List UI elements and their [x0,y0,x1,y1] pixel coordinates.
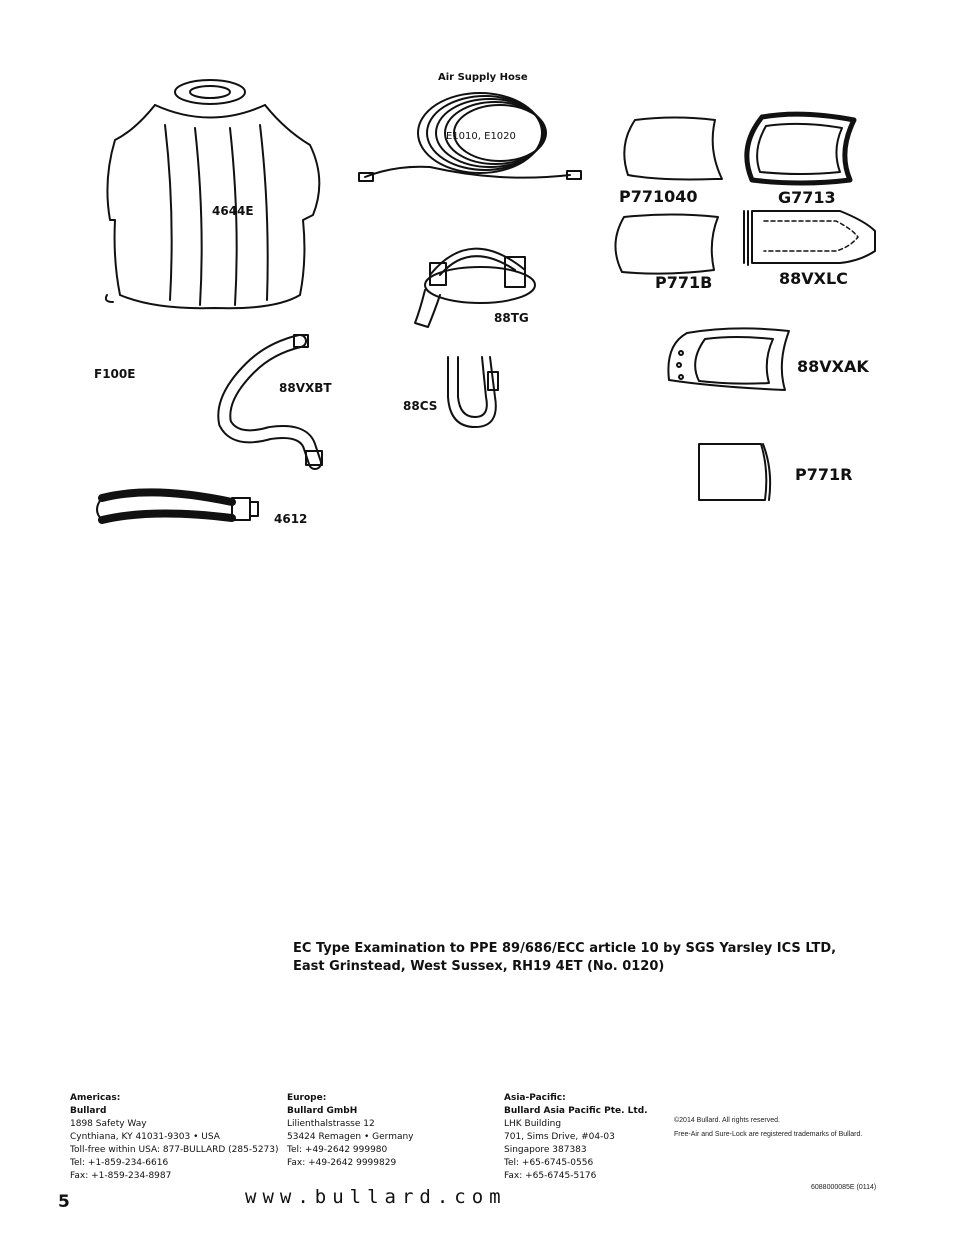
4612-label: 4612 [274,512,308,526]
building: LHK Building [504,1119,562,1129]
chin-strap-88cs-illustration [440,352,510,432]
certification-statement [293,940,853,976]
certification-line-1: EC Type Examination to PPE 89/686/ECC article 10 by SGS Yarsley ICS LTD, [293,941,837,956]
lens-cover-88vxlc-illustration [740,207,880,269]
city: 53424 Remagen • Germany [287,1132,414,1142]
p771040-label: P771040 [619,187,698,206]
breathing-tube-88vxbt-illustration [210,333,340,473]
city: Cynthiana, KY 41031-9303 • USA [70,1132,220,1142]
88vxak-label: 88VXAK [797,357,869,376]
p771b-label: P771B [655,273,713,292]
fax: Fax: +65-6745-5176 [504,1171,597,1181]
tel: Tel: +49-2642 999980 [287,1145,388,1155]
address-americas [70,1092,279,1183]
company-name: Bullard [70,1106,107,1116]
tollfree: Toll-free within USA: 877-BULLARD (285-5273) [70,1145,279,1155]
lens-assembly-88vxak-illustration [665,325,795,400]
street: 701, Sims Drive, #04-03 [504,1132,615,1142]
lens-p771r-illustration [695,440,775,505]
88vxlc-label: 88VXLC [779,269,848,288]
shroud-4644e-illustration [95,70,335,325]
lens-p771040-illustration [620,115,725,190]
tel: Tel: +65-6745-0556 [504,1158,594,1168]
88cs-label: 88CS [403,399,438,413]
gasket-g7713-illustration [742,112,860,187]
trademark-notice: Free-Air and Sure-Lock are registered trademarks of Bullard. [674,1131,863,1138]
belt-4612-illustration [92,480,262,535]
address-europe [287,1092,414,1170]
region-heading: Europe: [287,1093,327,1103]
88vxbt-label: 88VXBT [279,381,332,395]
document-number: 6088000085E (0114) [811,1184,877,1191]
g7713-label: G7713 [778,188,836,207]
certification-line-2: East Grinstead, West Sussex, RH19 4ET (No. 0120) [293,959,665,974]
e1010-e1020-label: E1010, E1020 [446,131,516,142]
air-supply-hose-label: Air Supply Hose [438,72,528,83]
f100e-label: F100E [94,367,136,381]
4644e-label: 4644E [212,204,254,218]
p771r-label: P771R [795,465,853,484]
region-heading: Americas: [70,1093,121,1103]
copyright-notice: ©2014 Bullard. All rights reserved. [674,1117,780,1124]
company-name: Bullard Asia Pacific Pte. Ltd. [504,1106,648,1116]
88tg-label: 88TG [494,311,529,325]
website-url: www.bullard.com [245,1186,507,1208]
page-number: 5 [58,1192,70,1212]
address-asia-pacific [504,1092,648,1183]
tel: Tel: +1-859-234-6616 [70,1158,169,1168]
lens-p771b-illustration [612,212,722,277]
fax: Fax: +49-2642 9999829 [287,1158,397,1168]
street: 1898 Safety Way [70,1119,147,1129]
region-heading: Asia-Pacific: [504,1093,566,1103]
city: Singapore 387383 [504,1145,587,1155]
company-name: Bullard GmbH [287,1106,358,1116]
headgear-88tg-illustration [410,235,550,330]
street: Lilienthalstrasse 12 [287,1119,375,1129]
fax: Fax: +1-859-234-8987 [70,1171,172,1181]
